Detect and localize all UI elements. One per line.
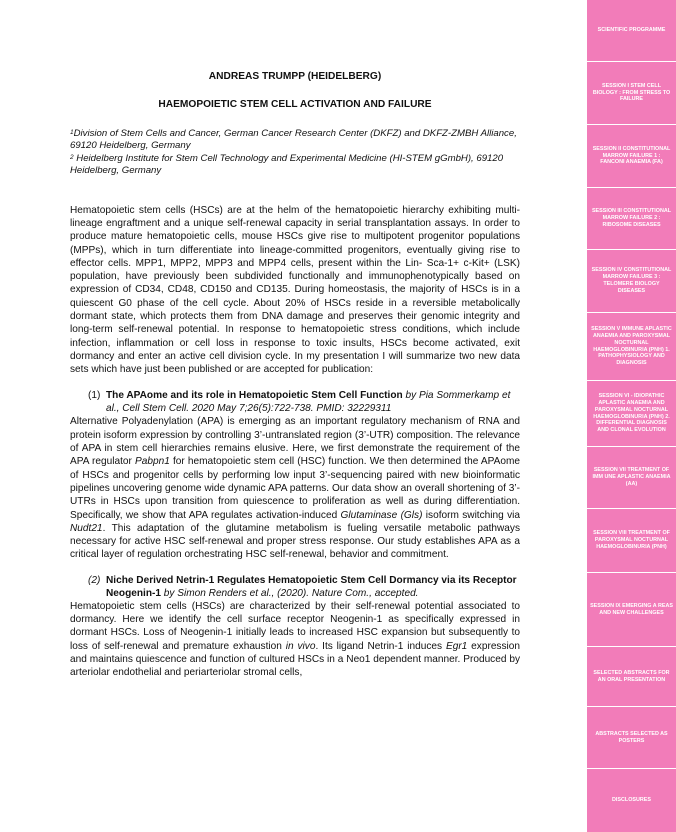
sidebar-item-label: SESSION I STEM CELL BIOLOGY : FROM STRESS TO FAILURE — [592, 82, 671, 103]
publication-1-text-part: . This adaptation of the glutamine metabolism is fueling versatile metabolic pathways necessary for active HSC self-renewal and proper stress response. Our study establishes APA as a critical layer of regulation orchestrating HSC self-renewal, behavior and commitment. — [70, 522, 520, 561]
abstract-title: HAEMOPOIETIC STEM CELL ACTIVATION AND FAILURE — [158, 99, 432, 110]
publication-2-text-part: expression and maintains quiescence and function of cultured HSCs in a Neo1 dependent manner. Produced by arteriolar endothelial and periarteriolar stromal cells, — [70, 640, 520, 679]
publication-2-text-part: Hematopoietic stem cells (HSCs) are characterized by their self-renewal potential associated to dormancy. Here we identify the cell surface receptor Neogenin-1 as specifically expressed in dormant HSCs. Loss of Neogenin-1 initially leads to increased HSC expansion but subsequently to loss of self-renewal and premature exhaustion — [70, 600, 520, 652]
sidebar-item-label: SESSION V IMMUNE APLASTIC ANAEMIA AND PAROXYSMAL NOCTURNAL HAEMOGLOBINURIA (PNH) 1. PATHOPHYSIOLOGY AND DIAGNOSIS — [591, 326, 672, 367]
gene-nudt21: Nudt21 — [70, 522, 103, 534]
affiliation-1 — [70, 128, 520, 153]
affiliation-2-number: 2 — [70, 153, 74, 161]
publication-1-text-part: isoform switching via — [422, 509, 521, 521]
sidebar-item-session-8[interactable] — [587, 509, 676, 573]
affiliation-1-number: 1 — [70, 129, 74, 136]
in-vivo-term: in vivo — [285, 640, 316, 652]
sidebar-item-label: SESSION VII TREATMENT OF IMM UNE APLASTIC ANAEMIA (AA) — [592, 467, 671, 487]
publication-1-text-part: for hematopoietic stem cell (HSC) function. We then determined the APAome of HSCs and progenitor cells by performing low input 3’-sequencing paired with new bioinformatic pipelines uncovering genome wide dynamic APA patterns. Our data show an overall shortening of 3’-UTRs in HSCs upon transition from quiescence to proliferation as well as during differentiation. Specifically, we show that APA regulates activation-induced — [70, 456, 520, 521]
publication-2-title: Niche Derived Netrin-1 Regulates Hematopoietic Stem Cell Dormancy via its Receptor Neogenin-1 — [106, 574, 517, 599]
publication-1-abstract — [70, 415, 520, 561]
sidebar-item-label: SESSION VIII TREATMENT OF PAROXYSMAL NOCTURNAL HAEMOGLOBINURIA (PNH) — [593, 530, 670, 550]
affiliation-2 — [70, 153, 520, 178]
sidebar-item-session-9[interactable] — [587, 573, 676, 647]
affiliation-1-text: Division of Stem Cells and Cancer, German Cancer Research Center (DKFZ) and DKFZ-ZMBH Alliance, 69120 Heidelberg, Germany — [70, 128, 517, 152]
publication-1-heading — [70, 389, 520, 415]
publication-1-citation: by Pia Sommerkamp et al., Cell Stem Cell. 2020 May 7;26(5):722-738. PMID: 32229311 — [106, 390, 511, 415]
sidebar-item-session-4[interactable] — [587, 250, 676, 313]
sidebar-item-oral-abstracts[interactable] — [587, 647, 676, 707]
sidebar-item-session-7[interactable] — [587, 447, 676, 509]
affiliation-2-text: Heidelberg Institute for Stem Cell Technology and Experimental Medicine (HI-STEM gGmbH), 69120 Heidelberg, Germany — [70, 152, 504, 177]
document-body — [70, 70, 520, 680]
sidebar-item-label: SESSION VI - IDIOPATHIC APLASTIC ANAEMIA AND PAROXYSMAL NOCTURNAL HAEMOGLOBINURIA (PNH) 2. DIFFERENTIAL DIAGNOSIS AND CLONAL EVOLUTION — [593, 393, 670, 434]
gene-glutaminase: Glutaminase (Gls) — [340, 509, 423, 521]
sidebar-item-label: ABSTRACTS SELECTED AS POSTERS — [595, 730, 668, 744]
sidebar-item-label: SESSION IV CONSTITUTIONAL MARROW FAILURE 3 : TELOMERE BIOLOGY DISEASES — [591, 267, 672, 294]
publication-2-text-part: . Its ligand Netrin-1 induces — [315, 640, 446, 652]
sidebar-item-label: SESSION II CONSTITUTIONAL MARROW FAILURE 1 : FANCONI ANAEMIA (FA) — [592, 145, 671, 166]
intro-paragraph: Hematopoietic stem cells (HSCs) are at the helm of the hematopoietic hierarchy exhibiting multi-lineage engraftment and a unique self-renewal capacity in serial transplantation assays. In order to produce mature hematopoietic cells, mouse HSCs give rise to multipotent progenitor populations (MPPs), which in turn differentiate into lineage-committed progenitors, eventually giving rise to effector cells. MPP1, MPP2, MPP3 and MPP4 cells, present within the Lin- Sca-1+ c-Kit+ (LSK) population, have previously been subdivided functionally and immunophenotypically based on expression of CD34, CD48, CD150 and CD135. During homeostasis, the majority of HSCs is in a quiescent G0 phase of the cell cycle. About 20% of HSCs reside in a reversible metabolically dormant state, which protects them from DNA damage and preserves their genomic integrity and long-term self-renewal potential. In response to hematopoietic stress conditions, which include infection, inflammation or cell loss in response to toxic insults, HSCs become activated, exit dormancy and enter an active cell division cycle. In my presentation I will summarize two new data sets which have just been published or are accepted for publication: — [70, 204, 520, 376]
sidebar-item-session-1[interactable] — [587, 62, 676, 125]
gene-egr1: Egr1 — [445, 640, 468, 652]
author-heading: ANDREAS TRUMPP (HEIDELBERG) — [208, 71, 382, 82]
sidebar-item-label: SESSION III CONSTITUTIONAL MARROW FAILURE 2 : RIBOSOME DISEASES — [591, 208, 672, 228]
publication-2-number — [88, 574, 106, 587]
sidebar-item-session-3[interactable] — [587, 188, 676, 250]
publication-2-citation: by Simon Renders et al., (2020). Nature Com., accepted. — [160, 587, 419, 599]
sidebar-item-label: SELECTED ABSTRACTS FOR AN ORAL PRESENTATION — [593, 669, 670, 683]
publication-1-title: The APAome and its role in Hematopoietic Stem Cell Function — [106, 390, 403, 402]
publication-1-text-part: Alternative Polyadenylation (APA) is emerging as an important regulatory mechanism of RNA and protein isoform expression by controlling 3’-untranslated region (3’-UTR) composition. The relevance of APA in stem cell hierarchies remains elusive. Here, we first demonstrate the requirement of the APA regulator — [70, 416, 520, 468]
sidebar-item-label: SCIENTIFIC PROGRAMME — [597, 27, 666, 34]
sidebar-item-poster-abstracts[interactable] — [587, 707, 676, 769]
sidebar-item-disclosures[interactable] — [587, 769, 676, 832]
publication-2-heading — [70, 574, 520, 600]
publication-2-number-text: (2) — [88, 574, 101, 586]
sidebar-item-label: DISCLOSURES — [612, 797, 651, 804]
publication-1-number: (1) — [88, 390, 101, 402]
sidebar-item-session-6[interactable] — [587, 381, 676, 447]
sidebar-item-label: SESSION IX EMERGING A REAS AND NEW CHALLENGES — [590, 602, 673, 616]
sidebar-item-session-2[interactable] — [587, 125, 676, 188]
sidebar-item-session-5[interactable] — [587, 313, 676, 381]
publication-2-abstract — [70, 600, 520, 680]
spacer — [70, 178, 520, 204]
gene-pabpn1: Pabpn1 — [135, 456, 170, 468]
sidebar-item-scientific-programme[interactable] — [587, 0, 676, 62]
session-sidebar — [587, 0, 676, 832]
